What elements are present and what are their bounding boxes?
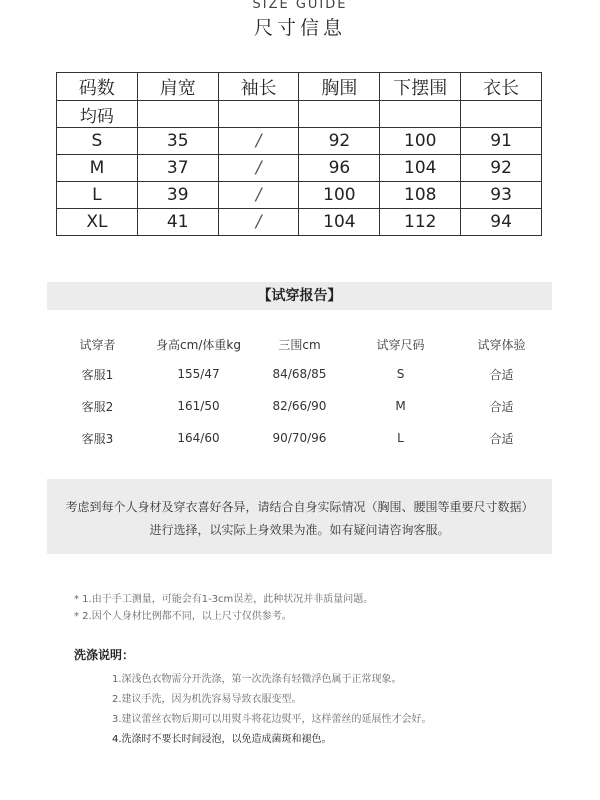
sleeve-cell: / (218, 155, 299, 182)
shoulder-cell: 39 (137, 182, 218, 209)
hem-col-header: 下摆围 (380, 73, 461, 101)
length-cell: 93 (461, 182, 542, 209)
sleeve-cell: / (218, 128, 299, 155)
table-row (57, 128, 542, 155)
list-item: 4.洗涤时不要长时间浸泡，以免造成菌斑和褪色。 (112, 734, 332, 745)
hem-cell: 100 (380, 128, 461, 155)
try-on-report-banner (47, 282, 552, 310)
experience-col-header: 试穿体验 (477, 337, 526, 352)
table-row (47, 358, 552, 390)
list-item: 1.深浅色衣物需分开洗涤，第一次洗涤有轻微浮色属于正常现象。 (112, 674, 402, 685)
try-on-report-title: 【试穿报告】 (257, 288, 342, 304)
measurement-footnotes (74, 591, 373, 625)
table-row (57, 155, 542, 182)
table-row (57, 101, 542, 128)
measurements-cell: 82/66/90 (272, 399, 327, 413)
size-guide-title-cn: 尺寸信息 (253, 17, 346, 39)
fit-advice-line-2: 进行选择，以实际上身效果为准。如有疑问请咨询客服。 (149, 523, 450, 537)
size-cell: M (57, 155, 138, 182)
length-cell (461, 101, 542, 128)
footnote-item: * 2.因个人身材比例都不同，以上尺寸仅供参考。 (74, 611, 292, 622)
shoulder-cell: 41 (137, 209, 218, 236)
sleeve-cell (218, 101, 299, 128)
table-row (47, 390, 552, 422)
bust-cell: 92 (299, 128, 380, 155)
tester-col-header: 试穿者 (79, 337, 116, 352)
measurements-col-header: 三围cm (278, 337, 321, 352)
length-cell: 94 (461, 209, 542, 236)
table-row (57, 182, 542, 209)
tried-size-cell: S (396, 367, 405, 381)
list-item: 3.建议蕾丝衣物后期可以用熨斗将花边熨平，这样蕾丝的延展性才会好。 (112, 714, 432, 725)
shoulder-cell: 37 (137, 155, 218, 182)
measurements-cell: 90/70/96 (272, 431, 327, 445)
hem-cell: 112 (380, 209, 461, 236)
table-row (57, 209, 542, 236)
hem-cell: 104 (380, 155, 461, 182)
hem-cell (380, 101, 461, 128)
hem-cell: 108 (380, 182, 461, 209)
bust-cell: 104 (299, 209, 380, 236)
experience-cell: 合适 (489, 399, 514, 414)
size-guide-title-en: SIZE GUIDE (252, 0, 348, 12)
bust-cell (299, 101, 380, 128)
fit-advice-note (47, 479, 552, 554)
size-cell: L (57, 182, 138, 209)
size-table (56, 72, 542, 236)
shoulder-col-header: 肩宽 (137, 73, 218, 101)
tester-cell: 客服1 (81, 367, 114, 382)
list-item: 2.建议手洗，因为机洗容易导致衣服变型。 (112, 694, 302, 705)
experience-cell: 合适 (489, 367, 514, 382)
try-on-header-row (47, 330, 552, 358)
size-cell: XL (57, 209, 138, 236)
tried-size-cell: M (395, 399, 406, 413)
sleeve-cell: / (218, 209, 299, 236)
fit-advice-line-1: 考虑到每个人身材及穿衣喜好各异，请结合自身实际情况（胸围、腰围等重要尺寸数据） (65, 500, 534, 514)
length-cell: 91 (461, 128, 542, 155)
height-weight-col-header: 身高cm/体重kg (156, 337, 241, 352)
washing-instructions-title: 洗涤说明： (74, 648, 135, 662)
size-cell: S (57, 128, 138, 155)
measurements-cell: 84/68/85 (272, 367, 327, 381)
tester-cell: 客服3 (81, 431, 114, 446)
height-weight-cell: 155/47 (177, 367, 220, 381)
tried-size-col-header: 试穿尺码 (376, 337, 425, 352)
shoulder-cell: 35 (137, 128, 218, 155)
size-col-header: 码数 (57, 73, 138, 101)
height-weight-cell: 161/50 (177, 399, 220, 413)
tester-cell: 客服2 (81, 399, 114, 414)
bust-cell: 100 (299, 182, 380, 209)
table-row (47, 422, 552, 454)
try-on-table (47, 330, 552, 454)
sleeve-cell: / (218, 182, 299, 209)
length-cell: 92 (461, 155, 542, 182)
tried-size-cell: L (397, 431, 404, 445)
bust-cell: 96 (299, 155, 380, 182)
height-weight-cell: 164/60 (177, 431, 220, 445)
shoulder-cell (137, 101, 218, 128)
size-cell: 均码 (57, 101, 138, 128)
footnote-item: * 1.由于手工测量，可能会有1-3cm误差，此种状况并非质量问题。 (74, 594, 374, 605)
washing-instructions-list (112, 670, 432, 750)
length-col-header: 衣长 (461, 73, 542, 101)
sleeve-col-header: 袖长 (218, 73, 299, 101)
size-table-header-row (57, 73, 542, 101)
experience-cell: 合适 (489, 431, 514, 446)
bust-col-header: 胸围 (299, 73, 380, 101)
